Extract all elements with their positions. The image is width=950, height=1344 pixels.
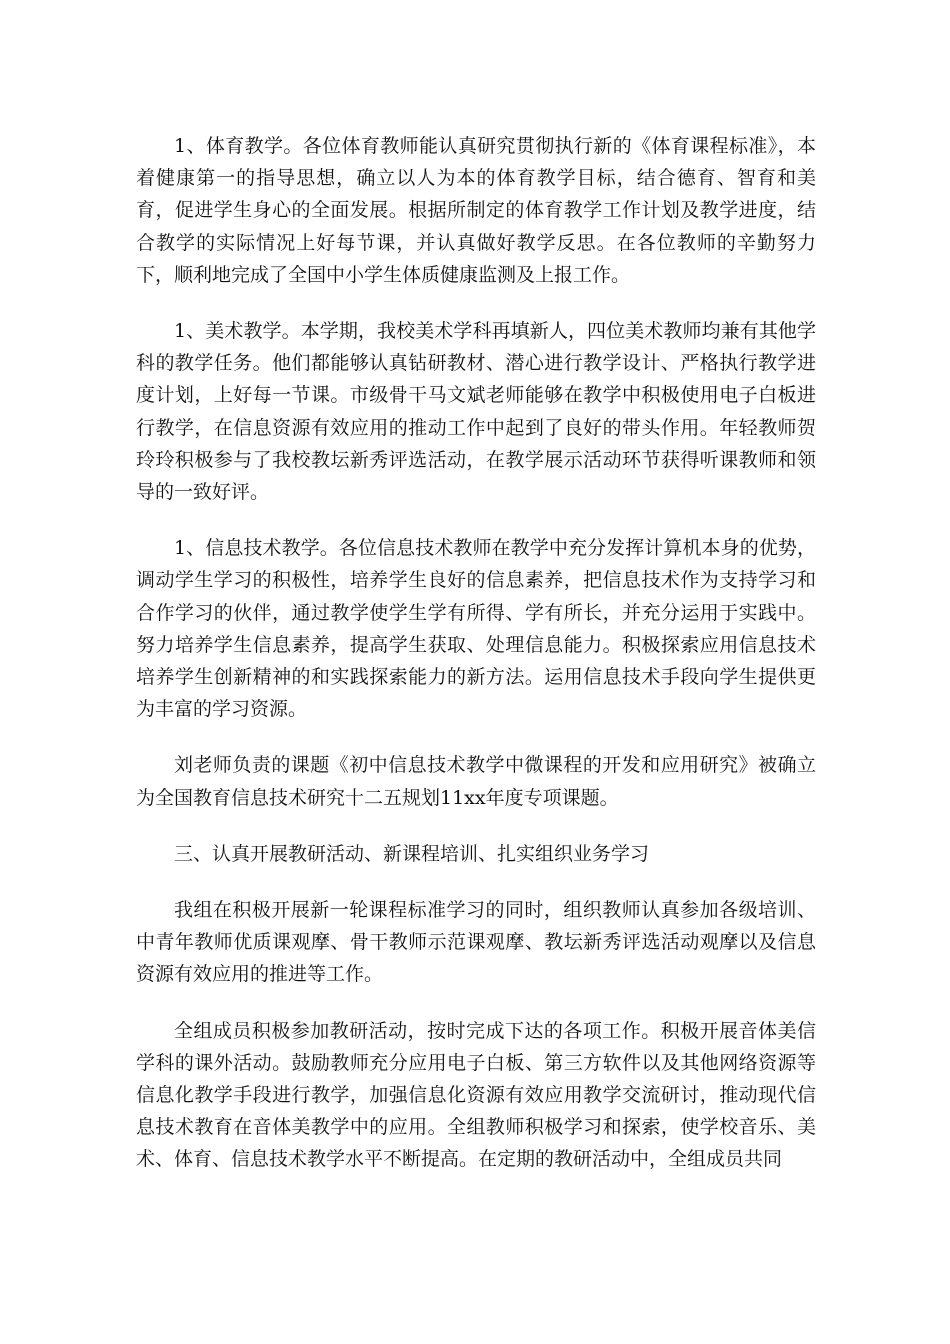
- paragraph-training: 我组在积极开展新一轮课程标准学习的同时，组织教师认真参加各级培训、中青年教师优质课观摩、骨干教师示范课观摩、教坛新秀评选活动观摩以及信息资源有效应用的推进等工作。: [136, 899, 816, 986]
- section-heading-3: 三、认真开展教研活动、新课程培训、扎实组织业务学习: [174, 842, 650, 865]
- paragraph-art-teaching: 1、美术教学。本学期，我校美术学科再填新人，四位美术教师均兼有其他学科的教学任务。他们都能够认真钻研教材、潜心进行教学设计、严格执行教学进度计划，上好每一节课。市级骨干马文斌老师能够在教学中积极使用电子白板进行教学，在信息资源有效应用的推动工作中起到了良好的带头作用。年轻教师贺玲玲积极参与了我校教坛新秀评选活动，在教学展示活动环节获得听课教师和领导的一致好评。: [136, 320, 816, 504]
- paragraph-pe-teaching: 1、体育教学。各位体育教师能认真研究贯彻执行新的《体育课程标准》，本着健康第一的指导思想，确立以人为本的体育教学目标，结合德育、智育和美育，促进学生身心的全面发展。根据所制定的体育教学工作计划及教学进度，结合教学的实际情况上好每节课，并认真做好教学反思。在各位教师的辛勤努力下，顺利地完成了全国中小学生体质健康监测及上报工作。: [136, 135, 816, 286]
- paragraph-group-activities: 全组成员积极参加教研活动，按时完成下达的各项工作。积极开展音体美信学科的课外活动。鼓励教师充分应用电子白板、第三方软件以及其他网络资源等信息化教学手段进行教学，加强信息化资源有效应用教学交流研讨，推动现代信息技术教育在音体美教学中的应用。全组教师积极学习和探索，使学校音乐、美术、体育、信息技术教学水平不断提高。在定期的教研活动中，全组成员共同: [136, 1019, 816, 1171]
- paragraph-research-project: 刘老师负责的课题《初中信息技术教学中微课程的开发和应用研究》被确立为全国教育信息技术研究十二五规划11xx年度专项课题。: [136, 754, 816, 809]
- paragraph-it-teaching: 1、信息技术教学。各位信息技术教师在教学中充分发挥计算机本身的优势，调动学生学习的积极性，培养学生良好的信息素养，把信息技术作为支持学习和合作学习的伙伴，通过教学使学生学有所得、学有所长，并充分运用于实践中。努力培养学生信息素养，提高学生获取、处理信息能力。积极探索应用信息技术培养学生创新精神的和实践探索能力的新方法。运用信息技术手段向学生提供更为丰富的学习资源。: [136, 537, 816, 721]
- document-body: [136, 130, 816, 1176]
